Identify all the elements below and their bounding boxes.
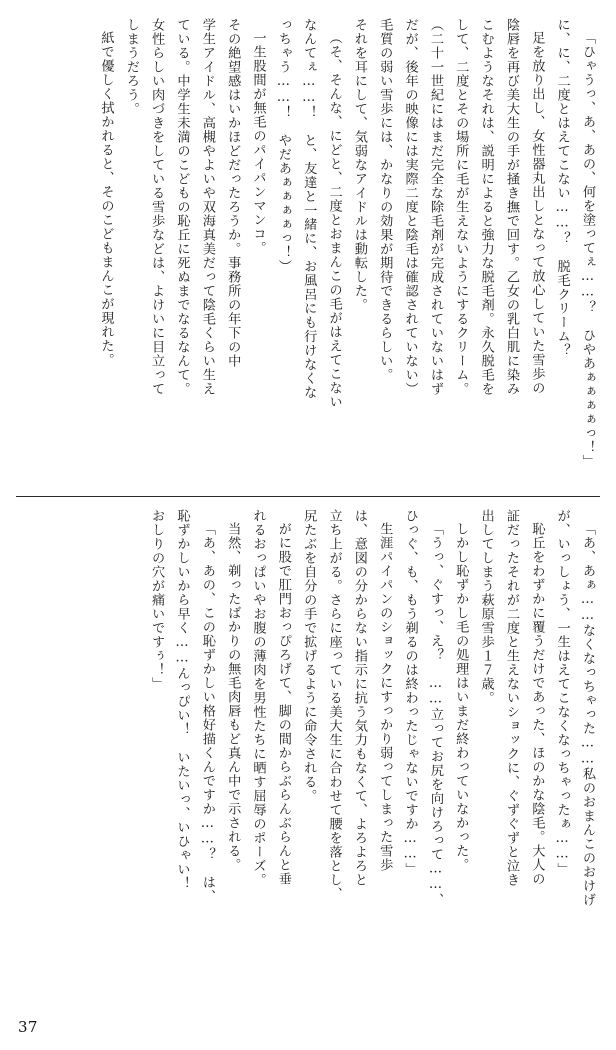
- paragraph-line: ている。中学生未満のこどもの恥丘に死ぬまでなるなんて。: [174, 18, 190, 396]
- paragraph-line: 足を放り出し、女性器丸出しとなって放心していた雪歩の: [529, 31, 545, 395]
- paragraph-line: 立ち上がる。さらに座っている美大生に合わせて腰を落とし、: [326, 509, 342, 901]
- paragraph-line: おしりの穴が痛いですぅ！」: [149, 509, 165, 691]
- paragraph-line: 女性らしい肉づきをしている雪歩などは、よけいに目立って: [149, 18, 165, 396]
- paragraph-line: 尻たぶを自分の手で拡げるように命令される。: [301, 509, 317, 803]
- paragraph-line: して、二度とその場所に毛が生えないようにするクリーム。: [453, 18, 469, 396]
- paragraph-line: 出してしまう萩原雪歩１７歳。: [478, 509, 494, 705]
- paragraph-line: に、に、二度とはえてこない……？ 脱毛クリーム？: [554, 18, 570, 358]
- paragraph-line: （二十一世紀にはまだ完全な除毛剤が完成されていないはず: [427, 18, 443, 396]
- section-divider: [16, 496, 600, 497]
- paragraph-line: っちゃう……！ やだあぁぁぁぁっ！）: [275, 18, 291, 274]
- paragraph-line: 当然、剃ったばかりの無毛肉唇もど真ん中で示される。: [225, 522, 241, 872]
- paragraph-line: 「あ、あぁ……なくなっちゃった……私のおまんこのおけげ: [580, 522, 595, 908]
- paragraph-line: 陰唇を再び美大生の手が掻き撫で回す。乙女の乳白肌に染み: [503, 18, 519, 396]
- paragraph-line: なんてぇ……！ と、友達と一緒に、お風呂にも行けなくな: [301, 18, 317, 400]
- paragraph-line: しまうだろう。: [123, 18, 139, 116]
- paragraph-line: 「あ、あの、この恥ずかしい格好描くんですか……？ は、: [199, 522, 215, 904]
- paragraph-line: それを耳にして、気弱なアイドルは動転した。: [351, 18, 367, 312]
- text-panel-bottom: [14, 509, 602, 1007]
- paragraph-line: こむようなそれは、説明によると強力な脱毛剤。永久脱毛を: [478, 18, 494, 396]
- paragraph-line: 「ひゃうっ、あ、あの、何を塗ってぇ……？ ひやあぁぁぁぁっ！」: [580, 31, 595, 469]
- paragraph-line: 毛質の弱い雪歩には、かなりの効果が期待できるらしい。: [377, 18, 393, 382]
- page-number: 37: [18, 1018, 38, 1036]
- paragraph-line: 恥丘をわずかに覆うだけであった、ほのかな陰毛。大人の: [529, 522, 545, 886]
- paragraph-line: だが、後年の映像には実際二度と陰毛は確認されていない）: [402, 18, 418, 396]
- paragraph-line: 一生股間が無毛のパイパンマンコ。: [250, 31, 266, 256]
- paragraph-line: は、意図の分からない指示に抗う気力もなくて、よろよろと: [351, 509, 367, 887]
- paragraph-line: その絶望感はいかほどだったろうか。事務所の年下の中: [225, 18, 241, 368]
- text-panel-top: [14, 18, 602, 484]
- paragraph-line: 証だったそれが二度と生えないショックに、ぐずぐずと泣き: [503, 509, 519, 887]
- paragraph-line: ひっぐ、も、もう剃るのは終わったじゃないですか……」: [402, 509, 418, 877]
- paragraph-line: 「うっ、ぐすっ、え？ ……立ってお尻を向けろって……、: [427, 522, 443, 908]
- paragraph-line: 紙で優しく拭かれると、そのこどもまんこが現れた。: [98, 31, 114, 367]
- paragraph-line: がに股で肛門おっぴろげて、脚の間からぶらんぶらんと垂: [275, 522, 291, 886]
- paragraph-line: 生涯パイパンのショックにすっかり弱ってしまった雪歩: [377, 522, 393, 872]
- paragraph-line: しかし恥ずかし毛の処理はいまだ終わっていなかった。: [453, 522, 469, 872]
- paragraph-line: 恥ずかしいから早く……んっぴい！ いたいっ、いひゃい！: [174, 509, 190, 891]
- paragraph-line: 学生アイドル、高槻やよいや双海真美だって陰毛くらい生え: [199, 18, 215, 396]
- paragraph-line: （そ、そんな、にどと、二度とおまんこの毛がはえてこない: [326, 31, 342, 409]
- paragraph-line: が、いっしょう、一生はえてこなくなっちゃったぁ……」: [554, 509, 570, 877]
- paragraph-line: れるおっぱいやお腹の薄肉を男性たちに晒す屈辱のポーズ。: [250, 509, 266, 887]
